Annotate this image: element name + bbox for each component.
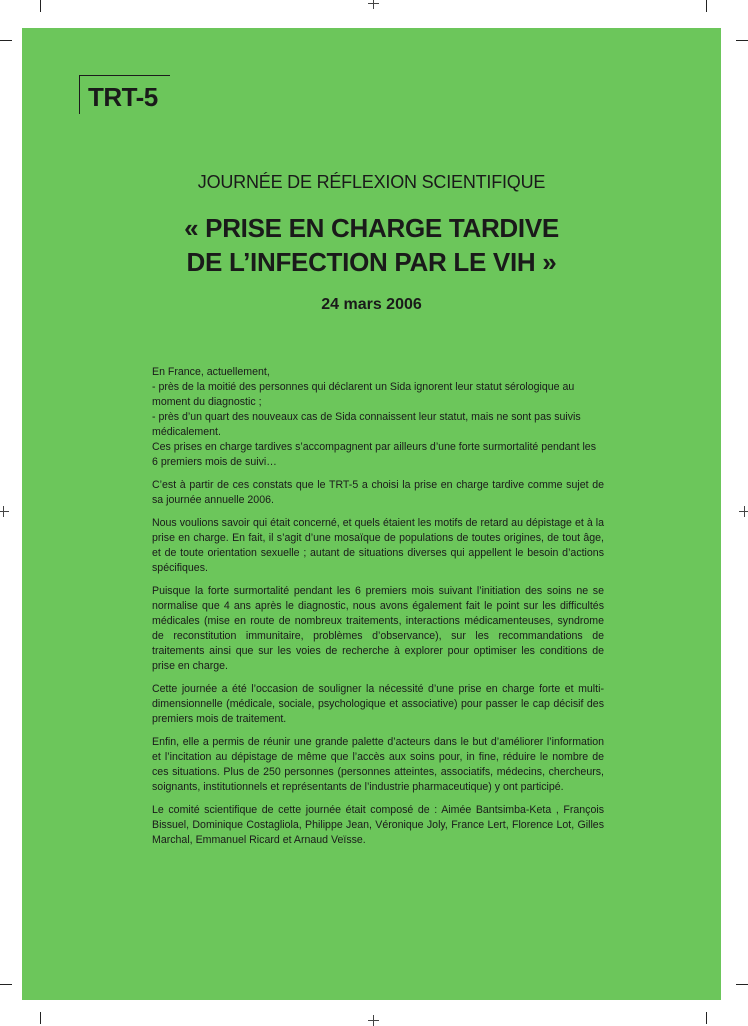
green-cover-panel [22, 28, 721, 1000]
crop-mark [40, 1012, 41, 1024]
intro-paragraph [152, 365, 604, 470]
registration-mark [368, 0, 379, 9]
registration-mark [0, 506, 9, 517]
committee-paragraph: Le comité scientifique de cette journée était composé de : Aimée Bantsimba-Keta , François Bissuel, Dominique Costagliola, Philippe Jean, Véronique Joly, France Lert, Florence Lot, Gilles Marchal, Emmanuel Ricard et Arnaud Veïsse. [152, 804, 604, 846]
paragraph: Enfin, elle a permis de réunir une grande palette d’acteurs dans le but d’améliorer l’information et l’incitation au dépistage de même que l’accès aux soins pour, in fine, réduire le nombre de ces situations. Plus de 250 personnes (personnes atteintes, associatifs, médecins, chercheurs, soignants, institutionnels et représentants de l’industrie pharmaceutique) y ont participé. [152, 736, 604, 793]
registration-mark [368, 1015, 379, 1026]
trt5-logo [79, 75, 170, 114]
title-line-2: DE L’INFECTION PAR LE VIH » [186, 247, 557, 277]
intro-line: - près d’un quart des nouveaux cas de Sida connaissent leur statut, mais ne sont pas suivis médicalement. [152, 411, 581, 438]
event-kicker: JOURNÉE DE RÉFLEXION SCIENTIFIQUE [197, 172, 546, 192]
crop-mark [0, 40, 12, 41]
intro-line: - près de la moitié des personnes qui déclarent un Sida ignorent leur statut sérologique au moment du diagnostic ; [152, 381, 575, 408]
crop-mark [706, 1012, 707, 1024]
crop-mark [40, 0, 41, 12]
logo-text: TRT-5 [88, 82, 158, 112]
intro-line: En France, actuellement, [152, 366, 270, 378]
crop-mark [736, 40, 748, 41]
paragraph: Puisque la forte surmortalité pendant les 6 premiers mois suivant l’initiation des soins ne se normalise que 4 ans après le diagnostic, nous avons également fait le point sur les difficultés médicales (mise en route de nombreux traitements, interactions médicamenteuses, syndrome de reconstitution immunitaire, problèmes d’observance), sur les recommandations de traitements ainsi que sur les voies de recherche à explorer pour optimiser les conditions de prise en charge. [152, 585, 604, 672]
intro-line: Ces prises en charge tardives s’accompagnent par ailleurs d’une forte surmortalité pendant les 6 premiers mois de suivi… [152, 441, 596, 468]
crop-mark [706, 0, 707, 12]
crop-mark [0, 984, 12, 985]
title-line-1: « PRISE EN CHARGE TARDIVE [184, 213, 559, 243]
event-date: 24 mars 2006 [321, 296, 422, 313]
crop-mark [736, 984, 748, 985]
paragraph: Nous voulions savoir qui était concerné, et quels étaient les motifs de retard au dépistage et à la prise en charge. En fait, il s’agit d’une mosaïque de populations de toutes origines, de tout âge, et de toute orientation sexuelle ; autant de situations diverses qui appellent le besoin d’actions spécifiques. [152, 517, 604, 574]
paragraph: C’est à partir de ces constats que le TRT-5 a choisi la prise en charge tardive comme sujet de sa journée annuelle 2006. [152, 479, 604, 506]
body-text [152, 365, 604, 856]
paragraph: Cette journée a été l’occasion de souligner la nécessité d’une prise en charge forte et multi-dimensionnelle (médicale, sociale, psychologique et associative) pour passer le cap décisif des premiers mois de traitement. [152, 683, 604, 725]
registration-mark [739, 506, 748, 517]
page-title [22, 211, 721, 279]
